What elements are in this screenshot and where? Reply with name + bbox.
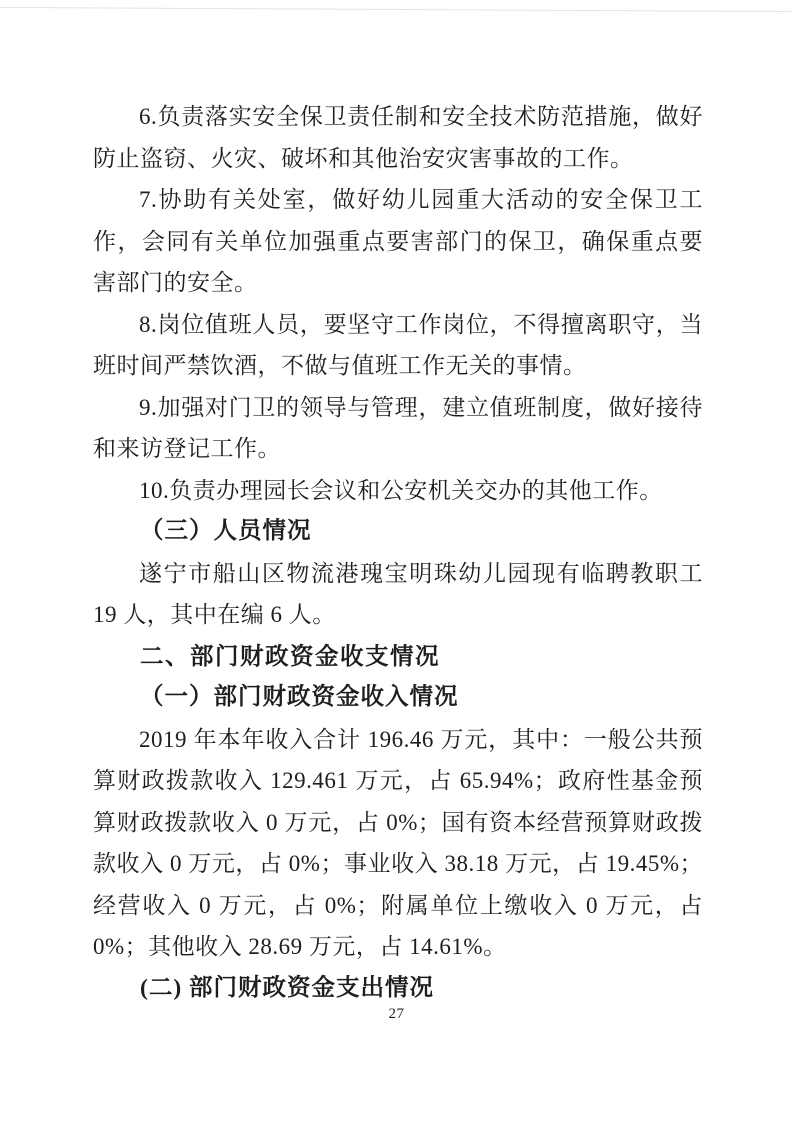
paragraph-duty-10: 10.负责办理园长会议和公安机关交办的其他工作。 [139,477,663,503]
scan-artifact-line [0,7,793,12]
document-body [93,96,703,1009]
heading-personnel-situation: （三）人员情况 [140,518,312,544]
heading-section2-fiscal-funds: 二、部门财政资金收支情况 [140,642,440,669]
page-number: 27 [388,1006,405,1022]
heading-income-situation: （一）部门财政资金收入情况 [140,684,459,710]
paragraph-personnel-counts: 遂宁市船山区物流港瑰宝明珠幼儿园现有临聘教职工 19 人，其中在编 6 人。 [93,560,703,627]
paragraph-duty-9: 9.加强对门卫的领导与管理，建立值班制度，做好接待和来访登记工作。 [93,394,703,461]
paragraph-income-statistics: 2019 年本年收入合计 196.46 万元，其中：一般公共预算财政拨款收入 129.461 万元，占 65.94%；政府性基金预算财政拨款收入 0 万元，占 0%；国有资本经营预算财政拨款收入 0 万元，占 0%；事业收入 38.18 万元，占 19.45%；经营收入 0 万元，占 0%；附属单位上缴收入 0 万元，占 0%；其他收入 28.69 万元，占 14.61%。 [93,726,703,959]
paragraph-duty-7: 7.协助有关处室，做好幼儿园重大活动的安全保卫工作，会同有关单位加强重点要害部门的保卫，确保重点要害部门的安全。 [93,187,703,295]
paragraph-duty-8: 8.岗位值班人员，要坚守工作岗位，不得擅离职守，当班时间严禁饮酒，不做与值班工作无关的事情。 [93,311,703,378]
heading-expenditure-situation: (二) 部门财政资金支出情况 [140,974,435,1001]
paragraph-duty-6: 6.负责落实安全保卫责任制和安全技术防范措施，做好防止盗窃、火灾、破坏和其他治安灾害事故的工作。 [93,104,703,171]
